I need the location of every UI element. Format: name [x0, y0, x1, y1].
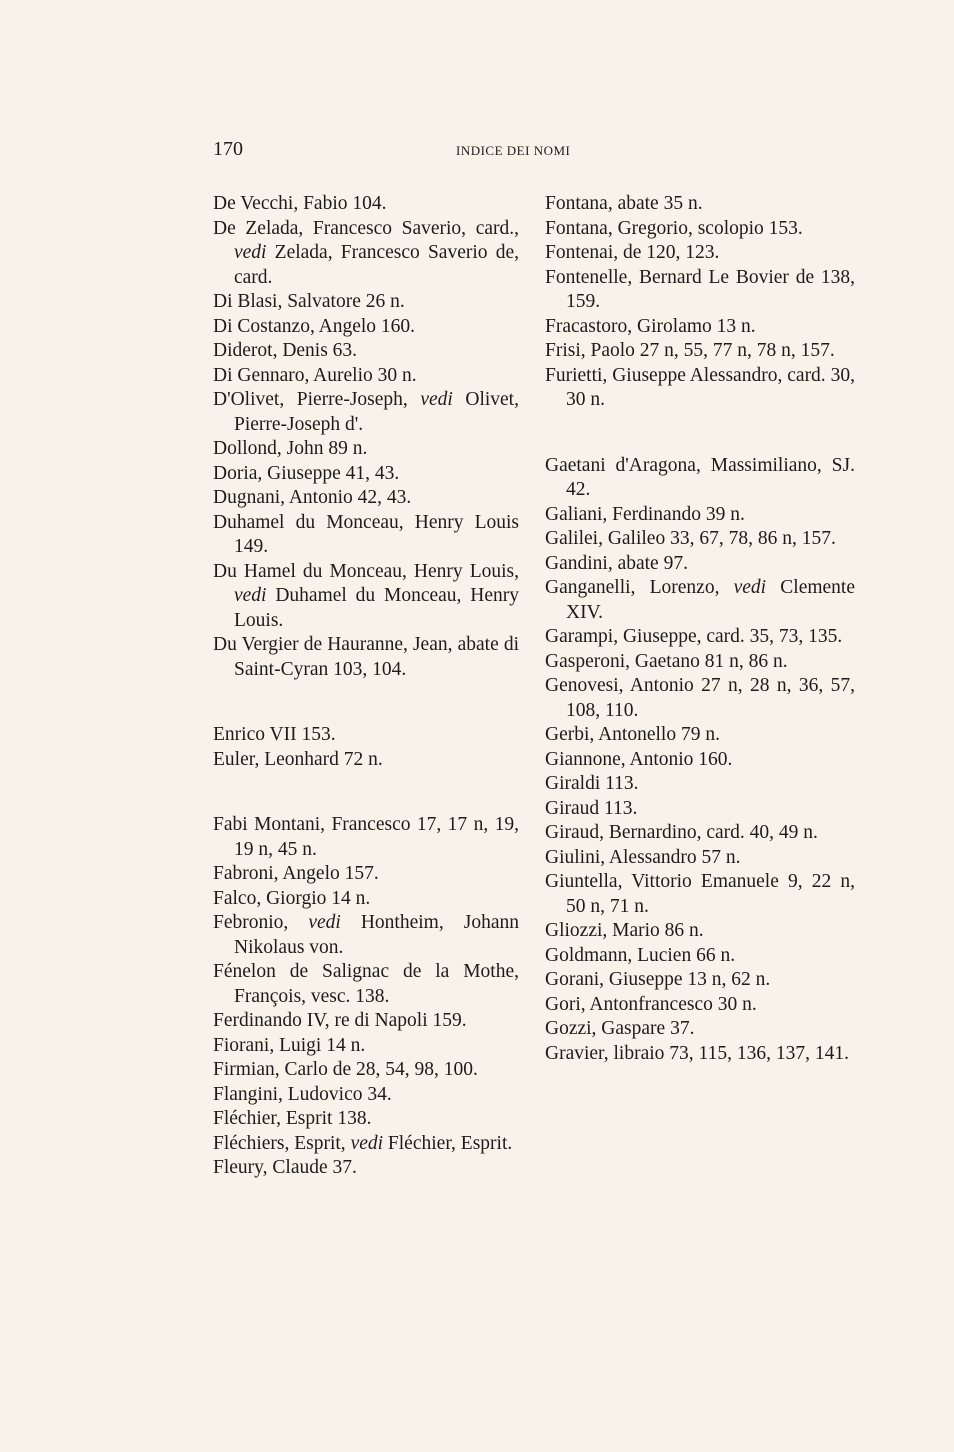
entry-text: Goldmann, Lucien 66 n. — [545, 944, 736, 966]
entry-text: De Vecchi, Fabio 104. — [213, 193, 387, 214]
entry-reference-target: Hontheim, Johann Nikolaus von. — [234, 912, 519, 958]
index-entry — [213, 486, 519, 511]
entry-text: Galilei, Galileo 33, 67, 78, 86 n, 157. — [545, 528, 836, 549]
index-entry — [213, 192, 519, 217]
letter-section-gap — [213, 772, 519, 813]
index-entry — [213, 290, 519, 315]
entry-text: Flangini, Ludovico 34. — [213, 1083, 392, 1105]
index-entry — [545, 919, 855, 944]
index-entry — [545, 266, 855, 315]
entry-text: Furietti, Giuseppe Alessandro, card. 30, 30 n. — [545, 364, 855, 410]
index-entry — [545, 339, 855, 364]
see-reference: vedi — [733, 577, 767, 598]
index-entry — [213, 862, 519, 887]
entry-text: Fénelon de Salignac de la Mothe, François, vesc. 138. — [213, 961, 519, 1007]
index-entry — [545, 552, 855, 577]
index-entry — [545, 217, 855, 242]
index-entry — [213, 339, 519, 364]
entry-text: D'Olivet, Pierre-Joseph, — [213, 389, 421, 410]
entry-text: Fabi Montani, Francesco 17, 17 n, 19, 19 n, 45 n. — [213, 814, 519, 860]
letter-section-gap — [545, 413, 855, 454]
entry-text: Giuntella, Vittorio Emanuele 9, 22 n, 50 n, 71 n. — [545, 871, 855, 917]
index-entry — [213, 960, 519, 1009]
see-reference: vedi — [308, 912, 341, 933]
index-entry — [213, 364, 519, 389]
see-reference: vedi — [420, 389, 453, 410]
index-entry — [545, 797, 855, 822]
index-entry — [545, 364, 855, 413]
index-entry — [213, 560, 519, 634]
entry-text: Fracastoro, Girolamo 13 n. — [545, 315, 756, 337]
entry-text: Fontana, Gregorio, scolopio 153. — [545, 217, 803, 239]
entry-text: Di Gennaro, Aurelio 30 n. — [213, 364, 417, 386]
entry-text: Doria, Giuseppe 41, 43. — [213, 462, 400, 484]
index-entry — [213, 887, 519, 912]
index-entry — [545, 192, 855, 217]
index-entry — [213, 1009, 519, 1034]
index-entry — [545, 870, 855, 919]
entry-reference-target: Duhamel du Monceau, Henry Louis. — [234, 585, 519, 631]
entry-text: Gozzi, Gaspare 37. — [545, 1018, 695, 1039]
index-entry — [213, 813, 519, 862]
index-entry — [545, 846, 855, 871]
index-entry — [545, 241, 855, 266]
index-entry — [545, 1042, 855, 1067]
index-entry — [213, 1083, 519, 1108]
entry-text: Falco, Giorgio 14 n. — [213, 887, 371, 909]
entry-text: De Zelada, Francesco Saverio, card., — [213, 217, 519, 239]
index-entry — [545, 625, 855, 650]
index-entry — [213, 748, 519, 773]
entry-text: Giraud, Bernardino, card. 40, 49 n. — [545, 822, 818, 843]
entry-text: Giraldi 113. — [545, 773, 639, 794]
index-entry — [213, 217, 519, 291]
index-entry — [213, 511, 519, 560]
index-entry — [545, 674, 855, 723]
entry-text: Du Vergier de Hauranne, Jean, abate di Saint-Cyran 103, 104. — [213, 634, 519, 680]
page-number: 170 — [213, 138, 243, 160]
entry-text: Fléchiers, Esprit, — [213, 1132, 351, 1154]
entry-text: Gravier, libraio 73, 115, 136, 137, 141. — [545, 1042, 849, 1064]
entry-text: Di Blasi, Salvatore 26 n. — [213, 291, 405, 312]
index-entry — [545, 1017, 855, 1042]
entry-reference-target: Olivet, Pierre-Joseph d'. — [234, 389, 519, 435]
entry-text: Febronio, — [213, 912, 309, 933]
entry-text: Galiani, Ferdinando 39 n. — [545, 503, 745, 525]
index-entry — [213, 315, 519, 340]
index-entry — [545, 821, 855, 846]
entry-text: Gasperoni, Gaetano 81 n, 86 n. — [545, 650, 788, 672]
index-entry — [545, 576, 855, 625]
entry-text: Dollond, John 89 n. — [213, 438, 368, 459]
entry-text: Ganganelli, Lorenzo, — [545, 577, 734, 598]
entry-text: Gerbi, Antonello 79 n. — [545, 724, 720, 745]
entry-text: Diderot, Denis 63. — [213, 340, 358, 361]
entry-text: Fontenelle, Bernard Le Bovier de 138, 159. — [545, 266, 855, 312]
entry-text: Di Costanzo, Angelo 160. — [213, 315, 416, 337]
index-entry — [213, 633, 519, 682]
index-entry — [213, 1132, 519, 1157]
index-entry — [545, 723, 855, 748]
index-entry — [213, 1107, 519, 1132]
entry-text: Du Hamel du Monceau, Henry Louis, — [213, 560, 519, 582]
entry-text: Enrico VII 153. — [213, 724, 336, 745]
index-column-left — [213, 192, 519, 1181]
entry-text: Genovesi, Antonio 27 n, 28 n, 36, 57, 108, 110. — [545, 675, 855, 721]
entry-text: Fontana, abate 35 n. — [545, 193, 703, 214]
entry-text: Euler, Leonhard 72 n. — [213, 748, 383, 770]
entry-text: Garampi, Giuseppe, card. 35, 73, 135. — [545, 626, 843, 647]
entry-text: Giannone, Antonio 160. — [545, 748, 733, 770]
entry-text: Gorani, Giuseppe 13 n, 62 n. — [545, 969, 771, 990]
page-header — [213, 138, 608, 168]
index-entry — [213, 437, 519, 462]
entry-text: Dugnani, Antonio 42, 43. — [213, 487, 412, 508]
letter-section-gap — [213, 682, 519, 723]
entry-text: Fleury, Claude 37. — [213, 1157, 357, 1178]
see-reference: vedi — [234, 242, 267, 263]
entry-text: Duhamel du Monceau, Henry Louis 149. — [213, 511, 519, 557]
entry-reference-target: Clemente XIV. — [566, 577, 855, 623]
index-entry — [545, 968, 855, 993]
entry-text: Giulini, Alessandro 57 n. — [545, 846, 741, 868]
entry-text: Gliozzi, Mario 86 n. — [545, 920, 704, 941]
entry-text: Gori, Antonfrancesco 30 n. — [545, 993, 757, 1015]
index-entry — [213, 723, 519, 748]
entry-text: Giraud 113. — [545, 797, 638, 819]
entry-text: Gandini, abate 97. — [545, 552, 688, 574]
see-reference: vedi — [350, 1132, 384, 1154]
entry-text: Fléchier, Esprit 138. — [213, 1108, 372, 1129]
index-entry — [545, 993, 855, 1018]
index-entry — [545, 454, 855, 503]
index-entry — [545, 944, 855, 969]
see-reference: vedi — [234, 585, 267, 606]
index-entry — [545, 527, 855, 552]
entry-text: Gaetani d'Aragona, Massimiliano, SJ. 42. — [545, 454, 855, 500]
index-entry — [213, 1156, 519, 1181]
entry-text: Ferdinando IV, re di Napoli 159. — [213, 1010, 467, 1031]
entry-text: Fabroni, Angelo 157. — [213, 863, 379, 884]
index-entry — [213, 1034, 519, 1059]
entry-text: Fiorani, Luigi 14 n. — [213, 1034, 366, 1056]
index-entry — [545, 503, 855, 528]
entry-text: Firmian, Carlo de 28, 54, 98, 100. — [213, 1059, 478, 1080]
entry-text: Fontenai, de 120, 123. — [545, 242, 720, 263]
index-entry — [213, 388, 519, 437]
entry-text: Frisi, Paolo 27 n, 55, 77 n, 78 n, 157. — [545, 340, 835, 361]
index-column-right — [545, 192, 855, 1066]
index-entry — [545, 748, 855, 773]
entry-reference-target: Fléchier, Esprit. — [383, 1132, 513, 1154]
running-head: INDICE DEI NOMI — [456, 143, 571, 158]
index-entry — [213, 1058, 519, 1083]
index-entry — [545, 772, 855, 797]
index-entry — [545, 315, 855, 340]
index-entry — [545, 650, 855, 675]
index-entry — [213, 911, 519, 960]
entry-reference-target: Zelada, Francesco Saverio de, card. — [234, 242, 519, 288]
index-entry — [213, 462, 519, 487]
